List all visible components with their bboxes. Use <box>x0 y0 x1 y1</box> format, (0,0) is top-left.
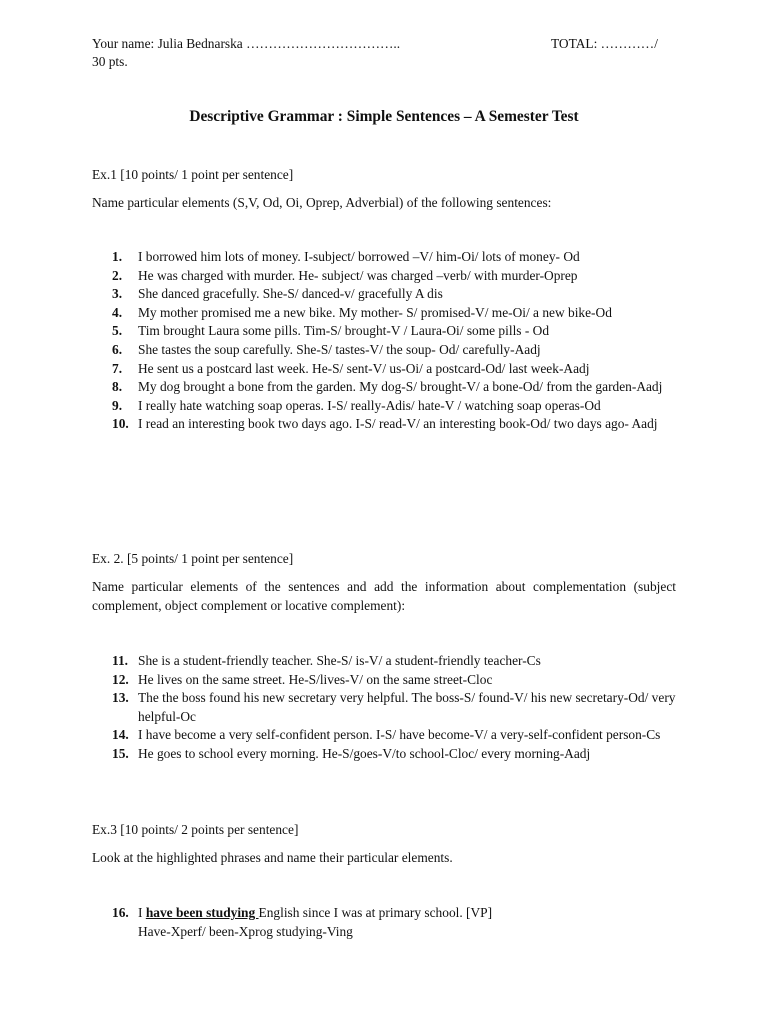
ex1-list <box>92 248 682 434</box>
item-number: 9. <box>112 397 123 413</box>
item-number: 10. <box>112 416 129 432</box>
list-item <box>92 652 682 671</box>
item-text: She tastes the soup carefully. She-S/ tastes-V/ the soup- Od/ carefully-Aadj <box>138 341 541 357</box>
ex3-instruction: Look at the highlighted phrases and name their particular elements. <box>92 850 453 865</box>
item-text: He goes to school every morning. He-S/goes-V/to school-Cloc/ every morning-Aadj <box>138 745 591 761</box>
item-text: I read an interesting book two days ago. I-S/ read-V/ an interesting book-Od/ two days ago- Aadj <box>138 416 658 432</box>
list-item <box>92 689 682 726</box>
item-text: She danced gracefully. She-S/ danced-v/ gracefully A dis <box>138 286 443 302</box>
student-name-line: Your name: Julia Bednarska …………………………….. <box>92 36 401 51</box>
highlighted-phrase: have been studying <box>145 905 259 920</box>
list-item <box>92 322 682 341</box>
item-number: 11. <box>112 653 128 668</box>
item-answer: Have-Xperf/ been-Xprog studying-Ving <box>138 923 353 939</box>
list-item <box>92 341 682 360</box>
item-number: 4. <box>112 304 123 320</box>
list-item <box>92 378 682 397</box>
list-item <box>92 267 682 286</box>
ex1-heading: Ex.1 [10 points/ 1 point per sentence] <box>92 167 294 182</box>
item-number: 1. <box>112 249 123 264</box>
total-score-line: TOTAL: …………/ <box>551 36 658 51</box>
item-number: 2. <box>112 267 123 283</box>
list-item <box>92 415 682 434</box>
list-item <box>92 745 682 764</box>
item-text: He was charged with murder. He- subject/ was charged –verb/ with murder-Oprep <box>138 267 578 283</box>
list-item <box>92 671 682 690</box>
item-text: I borrowed him lots of money. I-subject/ borrowed –V/ him-Oi/ lots of money- Od <box>138 249 580 264</box>
ex3-list <box>92 904 682 941</box>
ex1-instruction: Name particular elements (S,V, Od, Oi, Oprep, Adverbial) of the following sentences: <box>92 195 552 210</box>
item-text-before: I <box>138 905 146 920</box>
item-number: 5. <box>112 323 123 339</box>
item-text: She is a student-friendly teacher. She-S/ is-V/ a student-friendly teacher-Cs <box>138 653 541 668</box>
item-text: My dog brought a bone from the garden. My dog-S/ brought-V/ a bone-Od/ from the garden-Aadj <box>138 379 663 395</box>
item-text: The the boss found his new secretary very helpful. The boss-S/ found-V/ his new secretary-Od/ very helpful-Oc <box>138 690 676 724</box>
ex3-heading: Ex.3 [10 points/ 2 points per sentence] <box>92 822 299 837</box>
item-text: Tim brought Laura some pills. Tim-S/ brought-V / Laura-Oi/ some pills - Od <box>138 323 550 339</box>
item-number: 15. <box>112 745 129 761</box>
test-title: Descriptive Grammar : Simple Sentences – A Semester Test <box>189 108 579 125</box>
item-number: 12. <box>112 671 129 687</box>
ex2-instruction: Name particular elements of the sentences and add the information about complementation (subject complement, object complement or locative complement): <box>92 579 676 613</box>
item-number: 7. <box>112 360 123 376</box>
total-points: 30 pts. <box>92 54 128 69</box>
item-text: My mother promised me a new bike. My mother- S/ promised-V/ me-Oi/ a new bike-Od <box>138 304 612 320</box>
item-number: 8. <box>112 379 123 395</box>
item-number: 16. <box>112 905 129 920</box>
item-text: He lives on the same street. He-S/lives-V/ on the same street-Cloc <box>138 671 493 687</box>
ex2-list <box>92 652 682 764</box>
item-text: He sent us a postcard last week. He-S/ sent-V/ us-Oi/ a postcard-Od/ last week-Aadj <box>138 360 590 376</box>
item-number: 6. <box>112 341 123 357</box>
item-number: 3. <box>112 286 123 302</box>
item-number: 13. <box>112 690 129 706</box>
item-text-after: English since I was at primary school. [VP] <box>258 905 493 920</box>
ex2-heading: Ex. 2. [5 points/ 1 point per sentence] <box>92 551 294 566</box>
item-number: 14. <box>112 727 129 743</box>
list-item <box>92 904 682 941</box>
item-text: I have become a very self-confident person. I-S/ have become-V/ a very-self-confident person-Cs <box>138 727 661 743</box>
list-item <box>92 726 682 745</box>
list-item <box>92 360 682 379</box>
list-item <box>92 248 682 267</box>
list-item <box>92 285 682 304</box>
list-item <box>92 397 682 416</box>
list-item <box>92 304 682 323</box>
item-text: I really hate watching soap operas. I-S/ really-Adis/ hate-V / watching soap operas-Od <box>138 397 601 413</box>
